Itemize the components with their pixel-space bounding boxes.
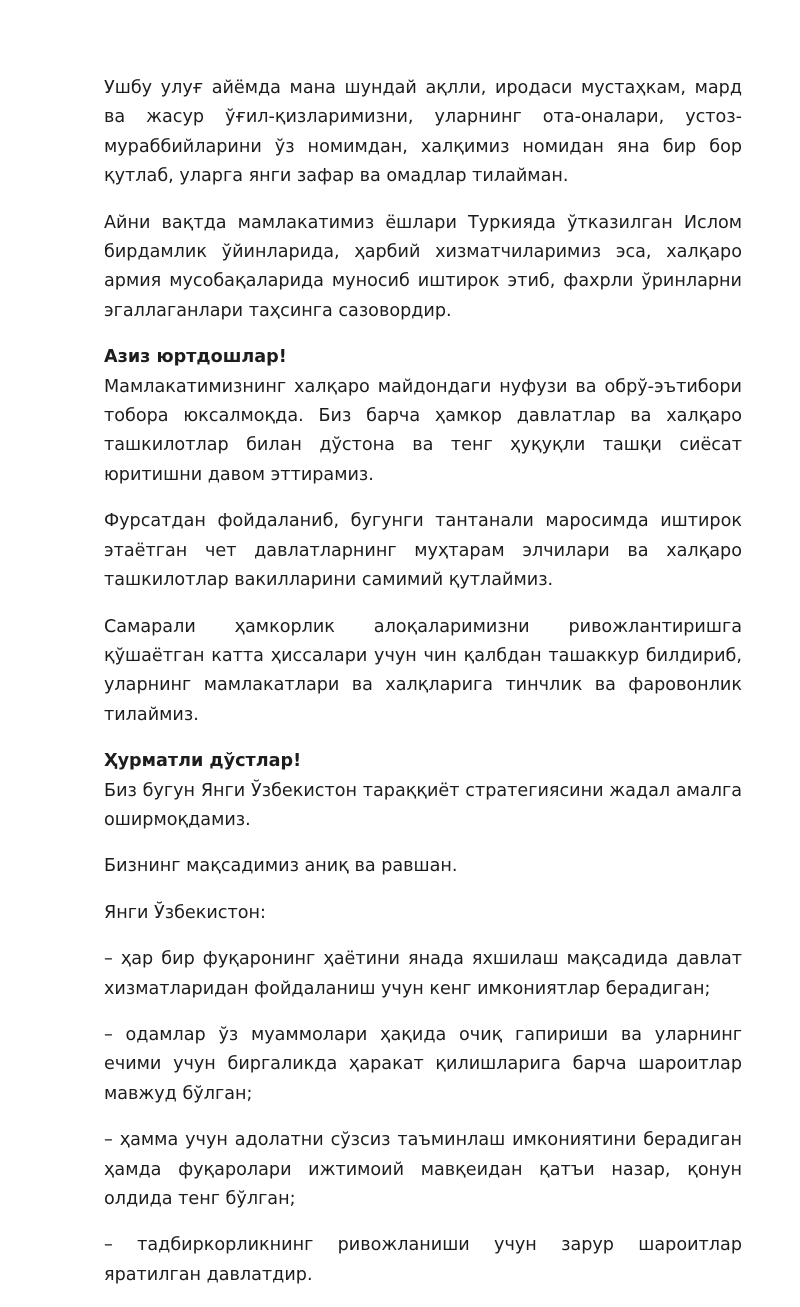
list-item-3: – ҳамма учун адолатни сўзсиз таъминлаш имкониятини берадиган ҳамда фуқаролари ижтимоий мавқеидан қатъи назар, қонун олдида тенг бўлган; xyxy=(104,1130,742,1209)
paragraph-6: Биз бугун Янги Ўзбекистон тараққиёт стратегиясини жадал амалга оширмоқдамиз. xyxy=(104,780,742,830)
list-item-4: – тадбиркорликнинг ривожланиши учун зарур шароитлар яратилган давлатдир. xyxy=(104,1235,742,1285)
heading-dear-compatriots: Азиз юртдошлар! xyxy=(104,347,287,368)
heading-dear-friends: Ҳурматли дўстлар! xyxy=(104,751,302,772)
list-item-1: – ҳар бир фуқаронинг ҳаётини янада яхшилаш мақсадида давлат хизматларидан фойдаланиш учун кенг имкониятлар берадиган; xyxy=(104,949,742,999)
paragraph-2: Айни вақтда мамлакатимиз ёшлари Туркияда ўтказилган Ислом бирдамлик ўйинларида, ҳарбий хизматчиларимиз эса, халқаро армия мусобақаларида муносиб иштирок этиб, фахрли ўринларни эгаллаганлари таҳсинга сазовордир. xyxy=(104,212,742,321)
paragraph-8: Янги Ўзбекистон: xyxy=(104,902,266,923)
paragraph-7: Бизнинг мақсадимиз аниқ ва равшан. xyxy=(104,856,458,877)
paragraph-5: Самарали ҳамкорлик алоқаларимизни ривожлантиришга қўшаётган катта ҳиссалари учун чин қалбдан ташаккур билдириб, уларнинг мамлакатлари ва халқларига тинчлик ва фаровонлик тилаймиз. xyxy=(104,616,742,725)
document-page xyxy=(104,74,742,1307)
paragraph-4: Фурсатдан фойдаланиб, бугунги тантанали маросимда иштирок этаётган чет давлатларнинг муҳтарам элчилари ва халқаро ташкилотлар вакилларини самимий қутлаймиз. xyxy=(104,511,742,591)
paragraph-3: Мамлакатимизнинг халқаро майдондаги нуфузи ва обрў-эътибори тобора юксалмоқда. Биз барча ҳамкор давлатлар ва халқаро ташкилотлар билан дўстона ва тенг ҳуқуқли ташқи сиёсат юритишни давом эттирамиз. xyxy=(104,376,742,485)
paragraph-1: Ушбу улуғ айёмда мана шундай ақлли, иродаси мустаҳкам, мард ва жасур ўғил-қизларимизни, уларнинг ота-оналари, устоз-мураббийларини ўз номимдан, халқимиз номидан яна бир бор қутлаб, уларга янги зафар ва омадлар тилайман. xyxy=(104,78,742,187)
list-item-2: – одамлар ўз муаммолари ҳақида очиқ гапириши ва уларнинг ечими учун биргаликда ҳаракат қилишларига барча шароитлар мавжуд бўлган; xyxy=(104,1024,742,1104)
